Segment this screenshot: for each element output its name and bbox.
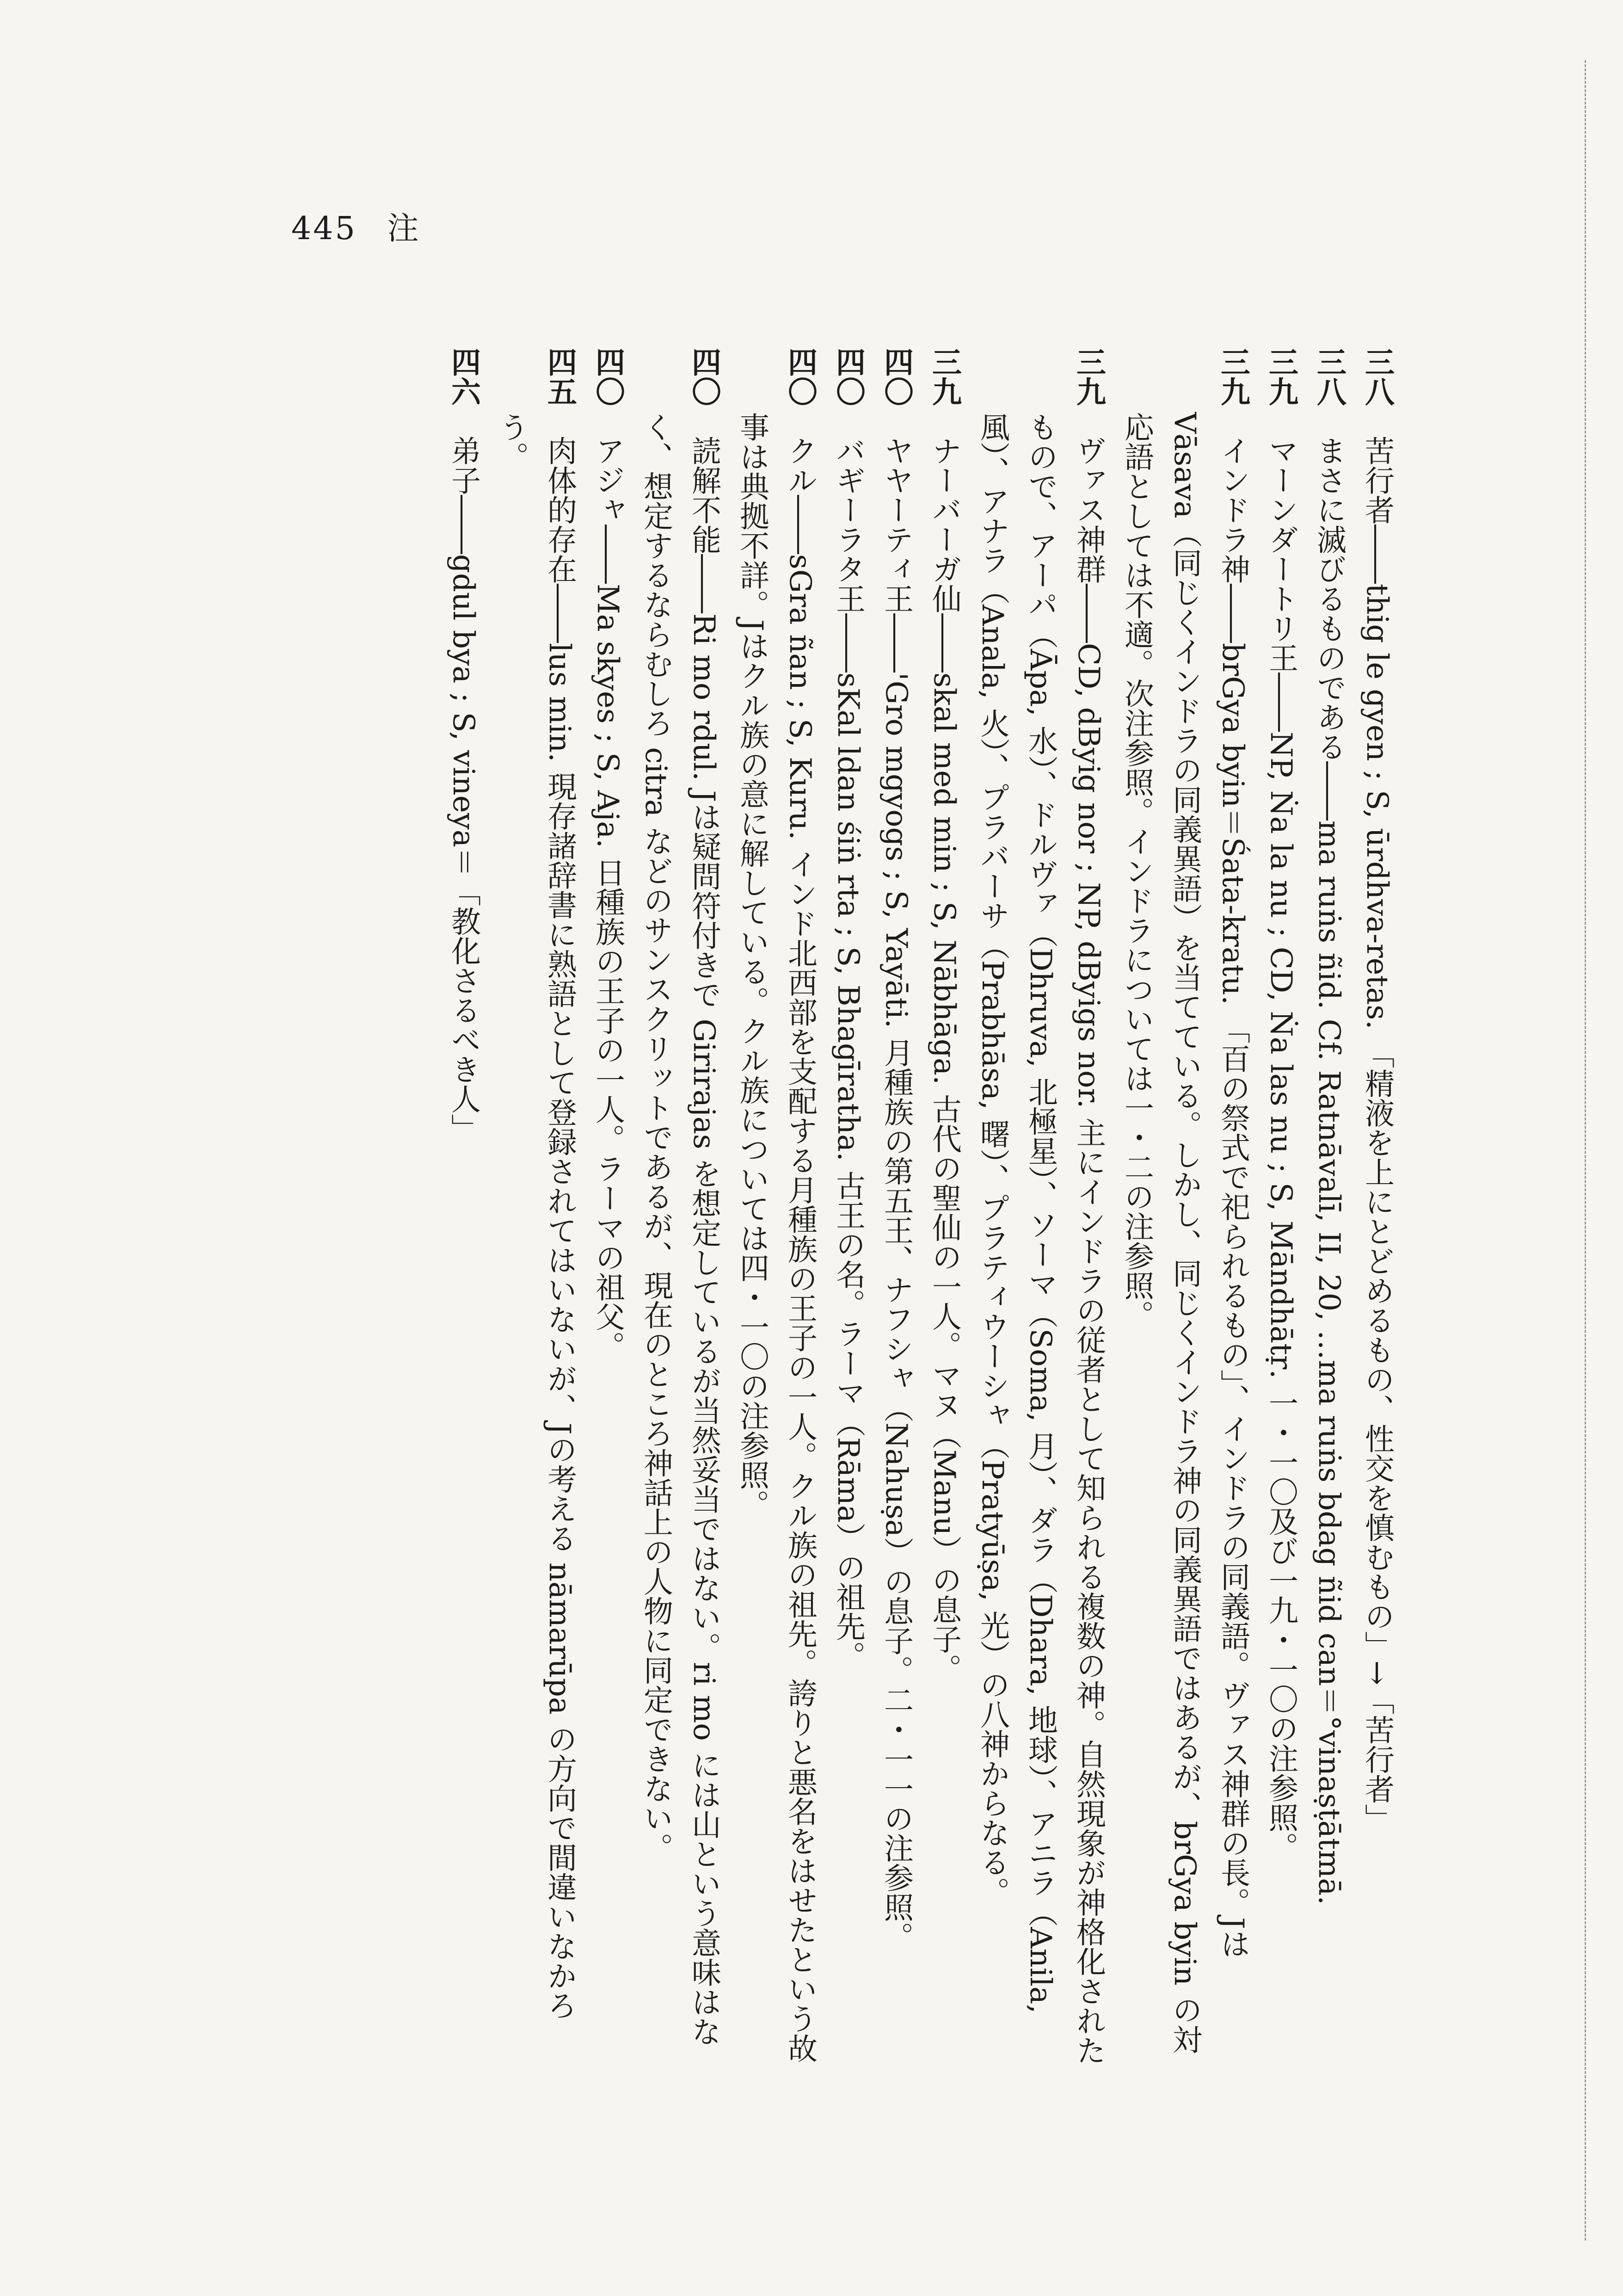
note-number: 三九 [1071,347,1106,406]
note-item [1257,347,1305,2068]
note-text: 読解不能――Ri mo rdul. Jは疑問符付きで Girirajas を想定しているが当然妥当ではない。ri mo には山という意味はなく、想定するならむしろ citra などのサンスクリットであるが、現在のところ神話上の人物に同定できない。 [639,412,721,2047]
note-item [1353,347,1401,2068]
note-number: 三九 [1264,347,1298,406]
note-text: 苦行者――thig le gyen ; S, ūrdhva-retas. 「精液を上にとどめるもの、性交を慎むもの」→「苦行者」 [1360,436,1394,1833]
note-number: 三九 [1216,347,1250,406]
note-text: ナーバーガ仙――skal med min ; S, Nābhāga. 古代の聖仙の一人。マヌ（Manu）の息子。 [927,436,961,1684]
note-number: 四〇 [783,347,818,406]
note-text: 肉体的存在――lus min. 現存諸辞書に熟語として登録されてはいないが、Jの考える nāmarūpa の方向で間違いなかろう。 [494,412,577,2020]
note-item [872,347,920,2068]
note-number: 三九 [927,347,962,406]
note-item [632,347,728,2068]
note-number: 三八 [1312,347,1346,406]
note-number: 四〇 [590,347,625,406]
note-item [439,347,487,2068]
note-text: ヴァス神群――CD, dByig nor ; NP, dByigs nor. 主にインドラの従者として知られる複数の神。自然現象が神格化されたもので、アーパ（Āpa, 水）、ドルヴァ（Dhruva, 北極星）、ソーマ（Soma, 月）、ダラ（Dhara, 地球）、アニラ（Anila, 風）、アナラ（Anala, 火）、プラバーサ（Prabhāsa, 曙）、プラティウーシャ（Pratyūṣa, 光）の八神からなる。 [975,412,1106,2065]
note-number: 四〇 [687,347,721,406]
note-text: バギーラタ王――sKal ldan śiṅ rta ; S, Bhagīratha. 古王の名。ラーマ（Rāma）の祖先。 [831,436,865,1671]
note-item [968,347,1113,2068]
note-item [1305,347,1353,2068]
note-number: 四〇 [831,347,866,406]
note-item [728,347,824,2068]
note-text: 弟子――gdul bya ; S, vineya＝「教化さるべき人」 [446,436,480,1143]
note-item [487,347,584,2068]
note-item [920,347,968,2068]
note-text: インドラ神――brGya byin＝Śata-kratu. 「百の祭式で祀られるもの」、インドラの同義語。ヴァス神群の長。Jは Vāsava（同じくインドラの同義異語）を当てている。しかし、同じくインドラ神の同義異語ではあるが、brGya byin の対応語としては不適。次注参照。インドラについては一・二の注参照。 [1119,412,1250,2054]
page-number: 445 [291,210,357,247]
note-number: 四〇 [879,347,914,406]
note-text: まさに滅びるものである――ma ruṅs ñid. Cf. Ratnāvalī, II, 20, …ma ruṅs bdag ñid can＝°vinaṣṭātmā. [1312,436,1346,1905]
note-text: ヤヤーティ王――'Gro mgyogs ; S, Yayāti. 月種族の第五王、ナフシャ（Nahuṣa）の息子。二・一一の注参照。 [879,436,913,1952]
note-text: マーンダートリ王――NP, Ṅa la nu ; CD, Ṅa las nu ; S, Māndhātṛ. 一・一〇及び一九・一〇の注参照。 [1264,436,1298,1862]
page-edge-divider [1585,60,1591,2240]
page-header [291,204,420,248]
note-number: 三八 [1360,347,1395,406]
page-title: 注 [387,210,421,247]
note-text: アジャ――Ma skyes ; S, Aja. 日種族の王子の一人。ラーマの祖父。 [590,436,625,1361]
note-text: クル――sGra ñan ; S, Kuru. インド北西部を支配する月種族の王子の一人。クル族の祖先。誇りと悪名をはせたという故事は典拠不詳。Jはクル族の意に解している。クル族については四・一〇の注参照。 [735,412,817,2063]
note-item [584,347,632,2068]
note-item [1113,347,1257,2068]
note-number: 四六 [446,347,481,406]
notes-body [88,347,1401,2068]
note-number: 四五 [542,347,577,406]
note-item [824,347,872,2068]
